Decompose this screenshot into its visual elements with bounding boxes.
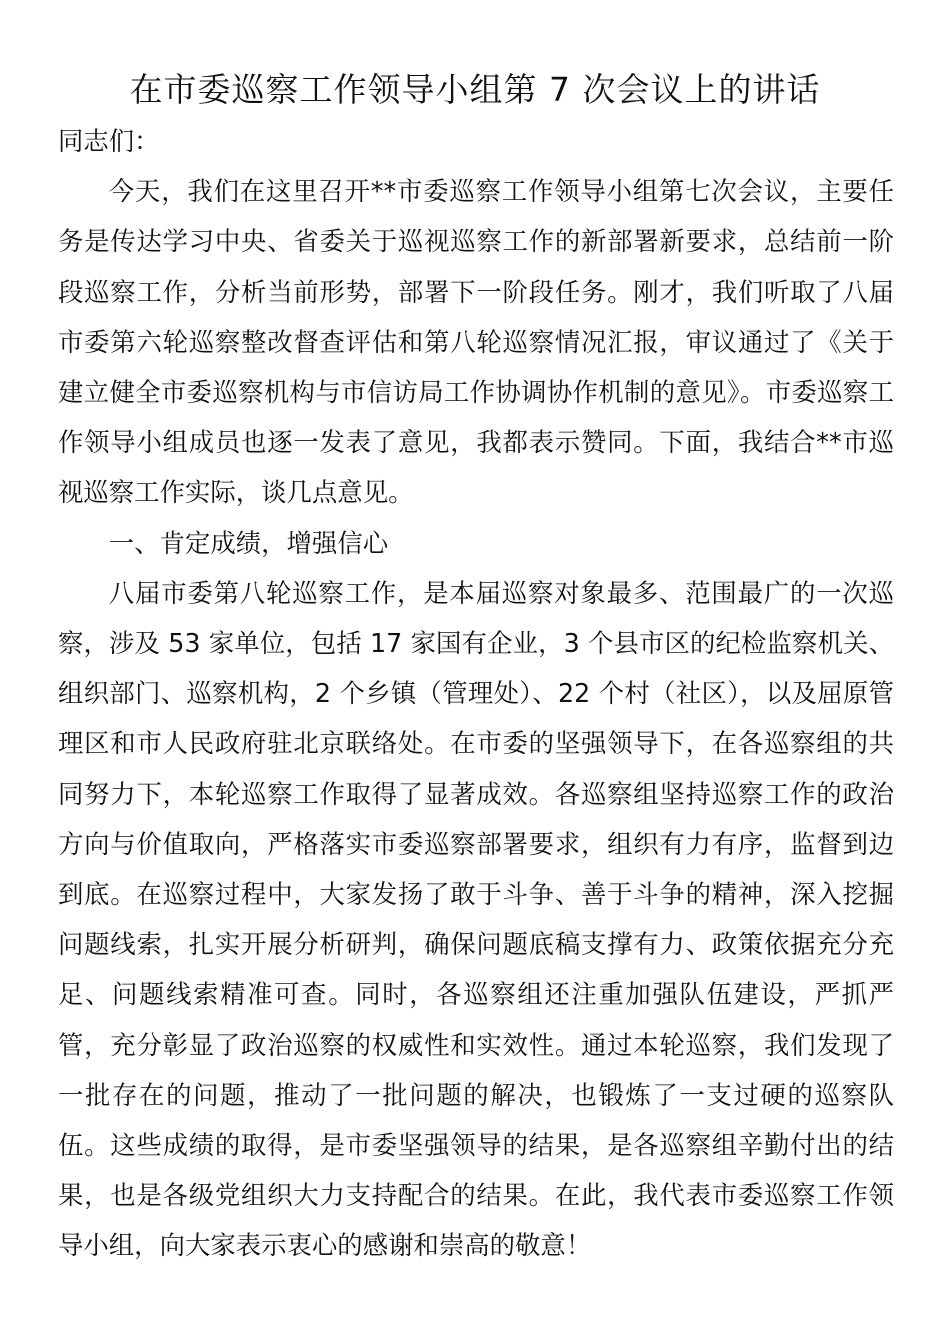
document-body	[58, 116, 894, 1271]
document-title: 在市委巡察工作领导小组第 7 次会议上的讲话	[129, 70, 821, 109]
salutation: 同志们：	[58, 126, 160, 156]
section-paragraph: 八届市委第八轮巡察工作，是本届巡察对象最多、范围最广的一次巡察，涉及 53 家单位，包括 17 家国有企业，3 个县市区的纪检监察机关、组织部门、巡察机构，2 个乡镇（管理处）、22 个村（社区），以及屈原管理区和市人民政府驻北京联络处。在市委的坚强领导下，在各巡察组的共同努力下，本轮巡察工作取得了显著成效。各巡察组坚持巡察工作的政治方向与价值取向，严格落实市委巡察部署要求，组织有力有序，监督到边到底。在巡察过程中，大家发扬了敢于斗争、善于斗争的精神，深入挖掘问题线索，扎实开展分析研判，确保问题底稿支撑有力、政策依据充分充足、问题线索精准可查。同时，各巡察组还注重加强队伍建设，严抓严管，充分彰显了政治巡察的权威性和实效性。通过本轮巡察，我们发现了一批存在的问题，推动了一批问题的解决，也锻炼了一支过硬的巡察队伍。这些成绩的取得，是市委坚强领导的结果，是各巡察组辛勤付出的结果，也是各级党组织大力支持配合的结果。在此，我代表市委巡察工作领导小组，向大家表示衷心的感谢和崇高的敬意！	[58, 577, 894, 1261]
section-heading: 一、肯定成绩，增强信心	[108, 527, 389, 558]
opening-paragraph: 今天，我们在这里召开**市委巡察工作领导小组第七次会议，主要任务是传达学习中央、省委关于巡视巡察工作的新部署新要求，总结前一阶段巡察工作，分析当前形势，部署下一阶段任务。刚才，我们听取了八届市委第六轮巡察整改督查评估和第八轮巡察情况汇报，审议通过了《关于建立健全市委巡察机构与市信访局工作协调协作机制的意见》。市委巡察工作领导小组成员也逐一发表了意见，我都表示赞同。下面，我结合**市巡视巡察工作实际，谈几点意见。	[58, 176, 894, 508]
